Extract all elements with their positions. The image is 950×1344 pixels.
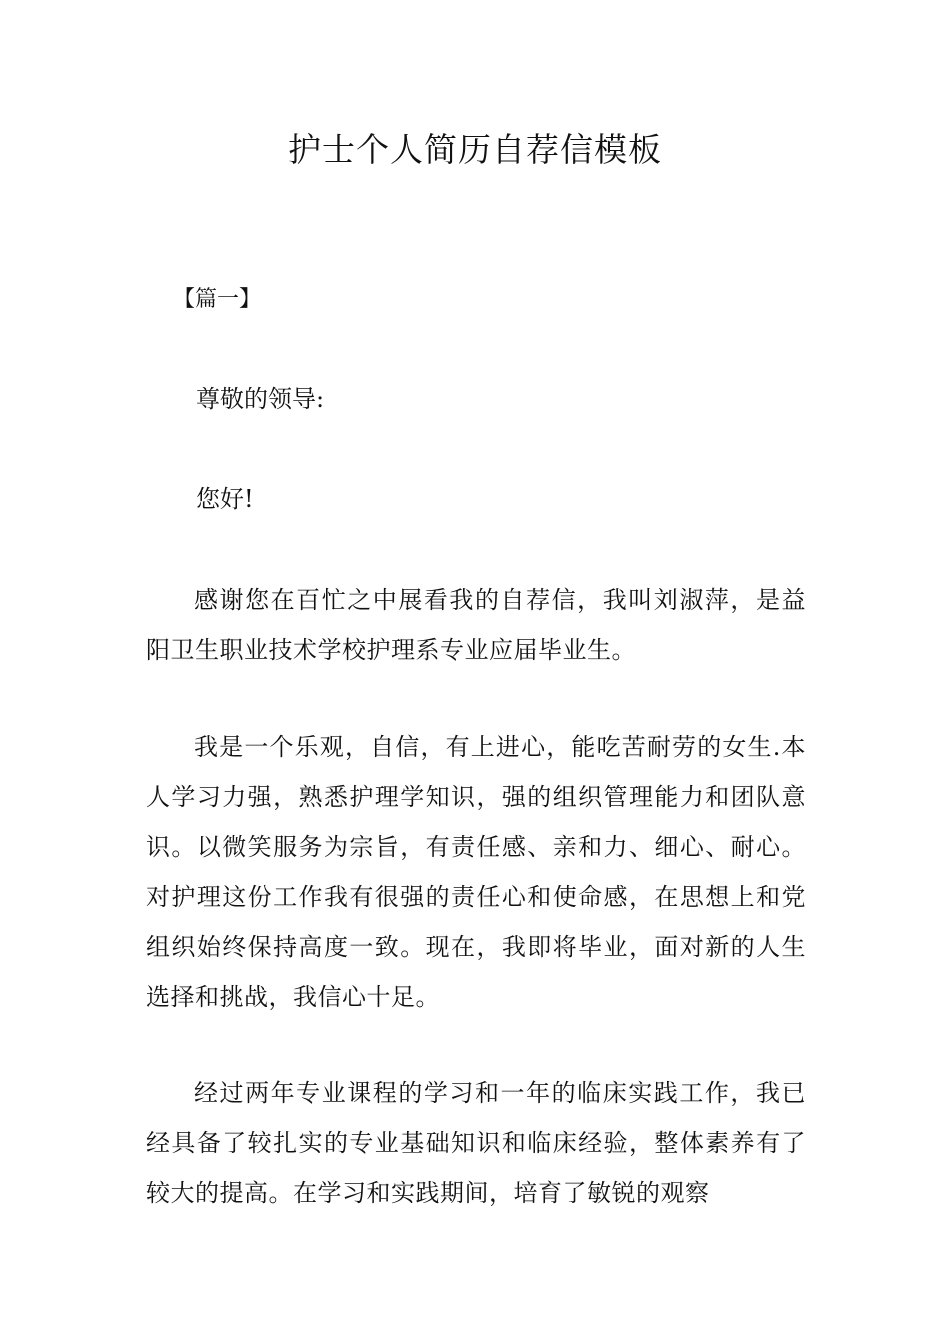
greeting: 您好! <box>196 485 254 513</box>
salutation: 尊敬的领导: <box>196 385 325 413</box>
document-title: 护士个人简历自荐信模板 <box>288 130 662 169</box>
paragraph-intro: 感谢您在百忙之中展看我的自荐信，我叫刘淑萍，是益阳卫生职业技术学校护理系专业应届毕业生。 <box>146 586 806 664</box>
paragraph-self-description: 我是一个乐观，自信，有上进心，能吃苦耐劳的女生.本人学习力强，熟悉护理学知识，强的组织管理能力和团队意识。以微笑服务为宗旨，有责任感、亲和力、细心、耐心。对护理这份工作我有很强的责任心和使命感，在思想上和党组织始终保持高度一致。现在，我即将毕业，面对新的人生选择和挑战，我信心十足。 <box>146 733 806 1011</box>
paragraph-experience: 经过两年专业课程的学习和一年的临床实践工作，我已经具备了较扎实的专业基础知识和临床经验，整体素养有了较大的提高。在学习和实践期间，培育了敏锐的观察 <box>146 1079 806 1207</box>
section-label: 【篇一】 <box>173 287 262 312</box>
